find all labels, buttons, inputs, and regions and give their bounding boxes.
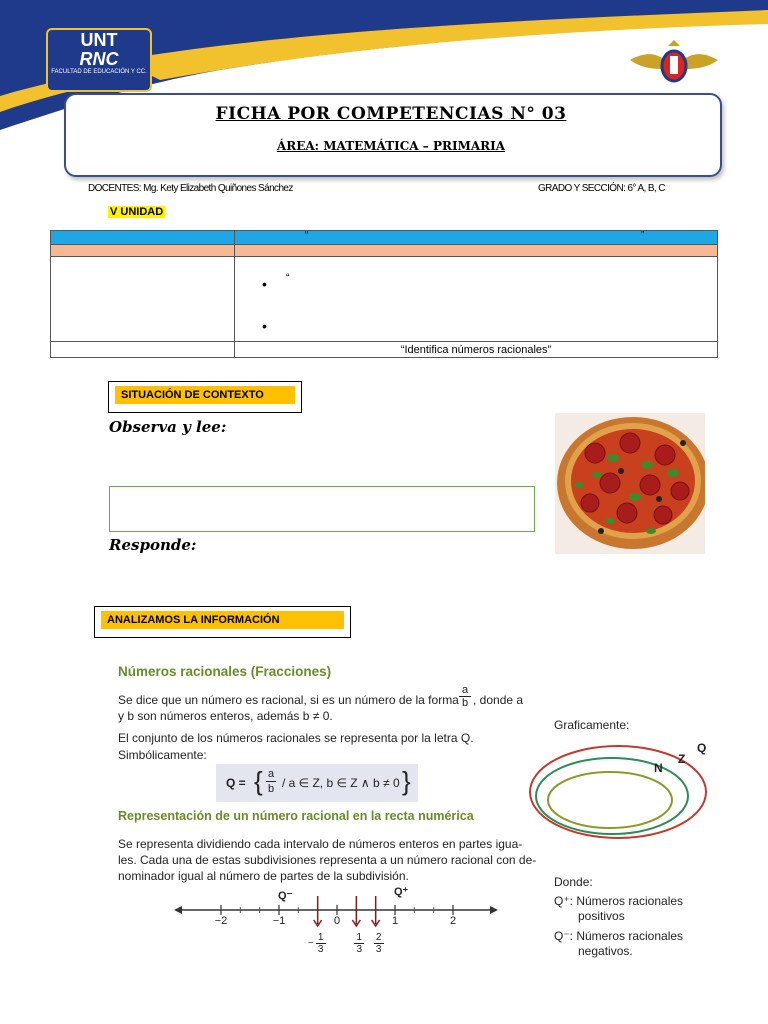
docentes-text: DOCENTES: Mg. Kety Elizabeth Quiñones Sánchez xyxy=(88,183,293,194)
table-row xyxy=(51,342,718,358)
paragraph-line: les. Cada una de estas subdivisiones representa a un número racional con de- xyxy=(118,853,537,867)
page-subtitle: ÁREA: MATEMÁTICA – PRIMARIA xyxy=(276,139,506,153)
brace-close-icon: } xyxy=(402,766,411,796)
fraction-label xyxy=(306,932,326,955)
formula-box xyxy=(216,764,418,802)
donde-label: Donde: xyxy=(554,875,593,889)
formula-fraction xyxy=(266,767,276,796)
fraction-denominator: 3 xyxy=(375,944,382,955)
paragraph-line: El conjunto de los números racionales se representa por la letra Q. xyxy=(118,731,474,745)
set-z-label: Z xyxy=(678,752,686,766)
qpos-label-2: positivos xyxy=(578,909,625,923)
fraction-denominator: b xyxy=(461,697,469,709)
formula-left: Q = xyxy=(226,776,246,790)
tick-label: 1 xyxy=(391,915,399,927)
set-q-label: Q xyxy=(697,741,707,755)
fraction-label xyxy=(364,932,384,955)
racionales-heading: Números racionales (Fracciones) xyxy=(118,664,332,679)
contexto-label-box xyxy=(108,381,302,413)
fraction-numerator: 2 xyxy=(374,932,384,944)
grado-text: GRADO Y SECCIÓN: 6° A, B, C xyxy=(538,183,665,194)
paragraph-line: y b son números enteros, además b ≠ 0. xyxy=(118,709,333,723)
sets-venn-diagram xyxy=(528,740,718,850)
table-cell-capacity: “Identifica números racionales” xyxy=(235,342,718,358)
quote-close: ” xyxy=(641,230,645,241)
analizamos-label: ANALIZAMOS LA INFORMACIÓN xyxy=(101,611,344,629)
tick-label: 0 xyxy=(333,915,341,927)
fraction-denominator: b xyxy=(267,783,275,795)
fraction-numerator: a xyxy=(459,684,471,697)
page-title: FICHA POR COMPETENCIAS N° 03 xyxy=(215,104,567,124)
fraction-numerator: a xyxy=(267,768,275,780)
fraction-a-over-b xyxy=(459,684,471,709)
fraction-denominator: 3 xyxy=(317,944,324,955)
contexto-label: SITUACIÓN DE CONTEXTO xyxy=(115,386,295,404)
fraction xyxy=(374,932,384,955)
tick-label: 2 xyxy=(449,915,457,927)
reading-box xyxy=(109,486,535,532)
paragraph-line: Se representa dividiendo cada intervalo de números enteros en partes igua- xyxy=(118,837,523,851)
brace-open-icon: { xyxy=(254,766,263,796)
fraction-denominator: 3 xyxy=(356,944,363,955)
qneg-label-2: negativos. xyxy=(578,944,633,958)
eagle-crest-icon xyxy=(628,40,720,92)
fraction-numerator: 1 xyxy=(316,932,326,944)
recta-heading: Representación de un número racional en la recta numérica xyxy=(118,809,474,823)
pizza-image xyxy=(555,413,705,554)
set-z-ellipse xyxy=(536,758,688,834)
competencies-table xyxy=(50,230,718,358)
set-n-ellipse xyxy=(548,772,672,828)
fraction-numerator: 1 xyxy=(354,932,364,944)
unt-logo xyxy=(46,28,152,92)
quote-open: “ xyxy=(305,230,309,241)
fraction-sign: − xyxy=(307,938,314,949)
paragraph-line: , donde a xyxy=(473,693,524,707)
observa-heading: Observa y lee: xyxy=(109,418,227,436)
logo-line1: UNT xyxy=(80,30,118,50)
formula-right: / a ∈ Z, b ∈ Z ∧ b ≠ 0 xyxy=(282,776,400,790)
paragraph-line: Simbólicamente: xyxy=(118,748,207,762)
graficamente-label: Graficamente: xyxy=(554,718,630,732)
table-row xyxy=(51,257,718,342)
qneg-label: Q⁻: Números racionales xyxy=(554,929,684,943)
tick-label: −2 xyxy=(214,915,228,927)
table-row xyxy=(51,245,718,257)
paragraph-line: Se dice que un número es racional, si es un número de la forma xyxy=(118,693,459,707)
fraction xyxy=(316,932,326,955)
qpos-label: Q⁺: Números racionales xyxy=(554,894,684,908)
set-n-label: N xyxy=(654,761,663,775)
q-negative-label: Q⁻ xyxy=(278,890,293,902)
bullet-icon: • xyxy=(262,318,267,334)
bullet-icon: • xyxy=(262,276,267,292)
paragraph-line: nominador igual al número de partes de la subdivisión. xyxy=(118,869,409,883)
unidad-label: V UNIDAD xyxy=(110,206,164,218)
logo-line2: RNC xyxy=(79,49,119,69)
table-row xyxy=(51,231,718,245)
bullet-text: “ xyxy=(286,272,290,284)
arrow-left-icon xyxy=(174,906,182,914)
arrow-right-icon xyxy=(490,906,498,914)
tick-label: −1 xyxy=(272,915,286,927)
responde-heading: Responde: xyxy=(109,536,197,554)
q-positive-label: Q⁺ xyxy=(394,886,409,898)
fraction-label xyxy=(344,932,364,955)
logo-line3: FACULTAD DE EDUCACIÓN Y CC. xyxy=(51,69,147,75)
analizamos-label-box xyxy=(94,606,351,638)
